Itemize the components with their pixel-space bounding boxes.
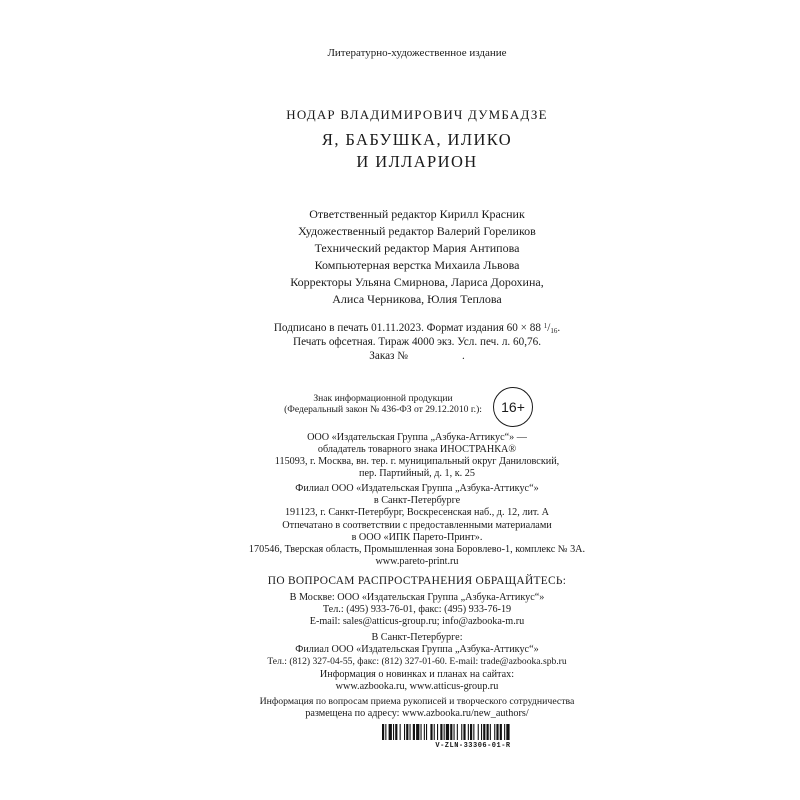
printer-line: www.pareto-print.ru xyxy=(375,556,459,567)
barcode-bar xyxy=(389,724,392,740)
print-run-line: Печать офсетная. Тираж 4000 экз. Усл. печ. л. 60,76. xyxy=(292,336,541,348)
barcode-bar xyxy=(406,724,408,740)
barcode-bar xyxy=(444,724,445,740)
edition-type: Литературно-художественное издание xyxy=(327,47,507,59)
barcode-bar xyxy=(506,724,509,740)
age-rating-line-1: Знак информационной продукции xyxy=(313,393,453,404)
branch-line: в Санкт-Петербурге xyxy=(373,495,461,506)
barcode-bar xyxy=(413,724,415,740)
barcode-bar xyxy=(416,724,419,740)
barcode-bar xyxy=(400,724,401,740)
distribution-heading: ПО ВОПРОСАМ РАСПРОСТРАНЕНИЯ ОБРАЩАЙТЕСЬ: xyxy=(267,575,567,587)
barcode-bar xyxy=(463,724,465,740)
book-title-line-2: И ИЛЛАРИОН xyxy=(356,152,478,171)
barcode xyxy=(382,724,562,740)
barcode-code: V-ZLN-33306-01-R xyxy=(435,742,511,750)
barcode-bar xyxy=(483,724,485,740)
printer-line: 170546, Тверская область, Промышленная зона Боровлево-1, комплекс № 3А. xyxy=(248,544,586,555)
branch-line: 191123, г. Санкт-Петербург, Воскресенская наб., д. 12, лит. А xyxy=(284,507,550,518)
printer-line: в ООО «ИПК Парето-Принт». xyxy=(351,532,483,543)
branch-line: Филиал ООО «Издательская Группа „Азбука-Аттикус“» xyxy=(295,483,539,494)
barcode-bar xyxy=(430,724,432,740)
news-info-line: Информация о новинках и планах на сайтах: xyxy=(319,669,515,680)
barcode-bar xyxy=(461,724,462,740)
barcode-bar xyxy=(504,724,505,740)
order-number-line xyxy=(247,350,587,362)
credit-line: Технический редактор Мария Антипова xyxy=(314,241,520,255)
barcode-bar xyxy=(395,724,397,740)
credit-line: Корректоры Ульяна Смирнова, Лариса Дорохина, xyxy=(290,275,544,289)
barcode-bar xyxy=(404,724,405,740)
barcode-bar xyxy=(440,724,442,740)
barcode-bar xyxy=(481,724,482,740)
barcode-bar xyxy=(454,724,455,740)
manuscripts-info-line: размещена по адресу: www.azbooka.ru/new_authors/ xyxy=(305,708,529,719)
barcode-bar xyxy=(421,724,422,740)
barcode-bar xyxy=(470,724,472,740)
barcode-bar xyxy=(494,724,495,740)
barcode-bar xyxy=(500,724,502,740)
barcode-bar xyxy=(434,724,435,740)
book-title-line-1: Я, БАБУШКА, ИЛИКО xyxy=(321,130,513,149)
barcode-bar xyxy=(382,724,384,740)
author-name: НОДАР ВЛАДИМИРОВИЧ ДУМБАДЗЕ xyxy=(286,107,548,122)
barcode-bar xyxy=(468,724,469,740)
colophon-page xyxy=(247,0,587,800)
publisher-line: обладатель товарного знака ИНОСТРАНКА® xyxy=(317,444,517,455)
barcode-bar xyxy=(410,724,411,740)
moscow-contact-line: Тел.: (495) 933-76-01, факс: (495) 933-76-19 xyxy=(322,604,512,615)
spb-contact-line: В Санкт-Петербурге: xyxy=(371,632,463,643)
order-number-end: . xyxy=(461,350,465,362)
format-fraction-denominator: 16 xyxy=(550,327,558,335)
barcode-bar xyxy=(496,724,498,740)
print-signed-text: Подписано в печать 01.11.2023. Формат издания 60 × 88 xyxy=(273,322,541,334)
barcode-bar xyxy=(450,724,452,740)
printer-line: Отпечатано в соответствии с предоставленными материалами xyxy=(282,520,552,531)
publisher-line: 115093, г. Москва, вн. тер. г. муниципальный округ Даниловский, xyxy=(274,456,560,467)
moscow-contact-line: В Москве: ООО «Издательская Группа „Азбука-Аттикус“» xyxy=(289,592,545,603)
age-rating-note xyxy=(275,393,491,415)
spb-contact-line: Тел.: (812) 327-04-55, факс: (812) 327-01-60. E-mail: trade@azbooka.spb.ru xyxy=(267,656,567,667)
publisher-line: ООО «Издательская Группа „Азбука-Аттикус“» — xyxy=(307,432,527,443)
credit-line: Ответственный редактор Кирилл Красник xyxy=(309,207,525,221)
publisher-line: пер. Партийный, д. 1, к. 25 xyxy=(359,468,475,479)
barcode-bar xyxy=(473,724,474,740)
barcode-bar xyxy=(478,724,479,740)
format-fraction-numerator: 1 xyxy=(543,322,548,330)
barcode-bar xyxy=(385,724,386,740)
moscow-contact-line: E-mail: sales@atticus-group.ru; info@azbooka-m.ru xyxy=(309,616,525,627)
barcode-bar xyxy=(446,724,449,740)
order-number-label: Заказ № xyxy=(369,350,408,362)
barcode-bar xyxy=(393,724,394,740)
age-rating-badge: 16+ xyxy=(493,387,533,427)
age-rating-line-2: (Федеральный закон № 436-ФЗ от 29.12.2010 г.): xyxy=(284,404,482,415)
news-info-line: www.azbooka.ru, www.atticus-group.ru xyxy=(335,681,499,692)
barcode-bar xyxy=(457,724,458,740)
credit-line: Художественный редактор Валерий Гореликов xyxy=(298,224,536,238)
barcode-bar xyxy=(426,724,427,740)
credit-line: Компьютерная верстка Михаила Львова xyxy=(314,258,520,272)
barcode-bar xyxy=(490,724,491,740)
barcode-bar xyxy=(437,724,438,740)
spb-contact-line: Филиал ООО «Издательская Группа „Азбука-Аттикус“» xyxy=(295,644,539,655)
barcode-bar xyxy=(487,724,489,740)
manuscripts-info-line: Информация по вопросам приема рукописей и творческого сотрудничества xyxy=(259,696,575,707)
barcode-bar xyxy=(424,724,425,740)
credit-line: Алиса Черникова, Юлия Теплова xyxy=(332,292,502,306)
print-signed-line: Подписано в печать 01.11.2023. Формат издания 60 × 88 $^1/_{16}$. xyxy=(273,322,561,335)
